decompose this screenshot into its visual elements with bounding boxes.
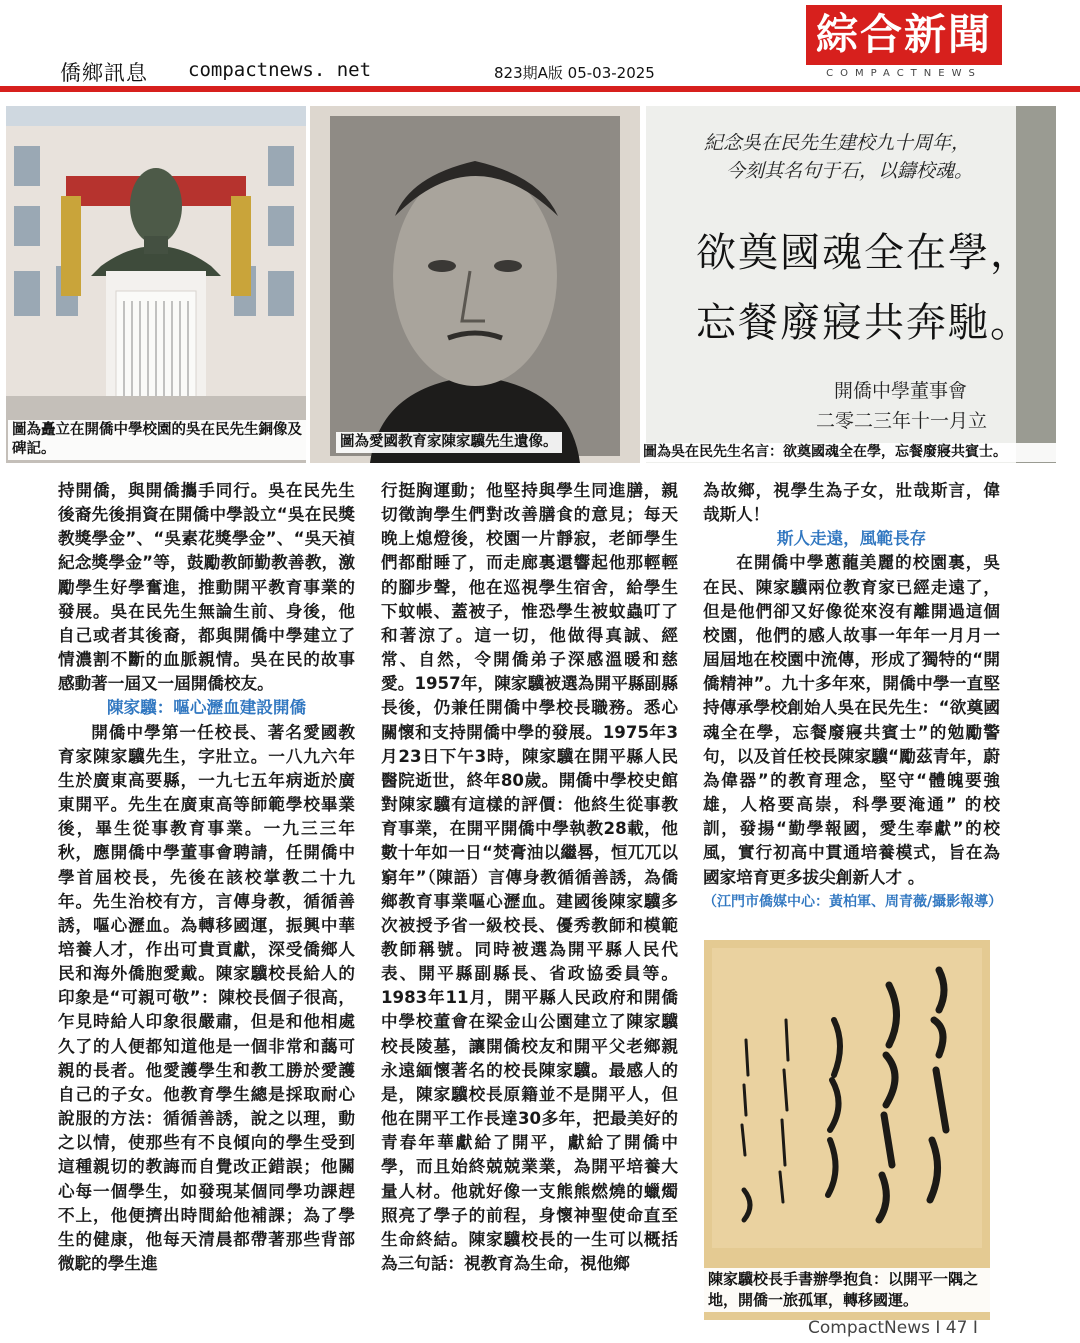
statue-illustration (6, 106, 306, 463)
plaque-sign-1: 開僑中學董事會 (834, 380, 968, 402)
page-footer: CompactNews I 47 I (808, 1318, 978, 1338)
photo-statue (6, 106, 306, 463)
paragraph: 為故鄉，視學生為子女，壯哉斯言，偉哉斯人！ (703, 481, 1000, 525)
site-url: compactnews. net (188, 59, 372, 81)
photo-plaque (646, 106, 1056, 463)
section-title: 僑鄉訊息 (60, 61, 148, 85)
plaque-line-big-2: 忘餐廢寢共奔馳。 (696, 300, 1032, 346)
calligraphy-illustration (704, 940, 990, 1320)
subheading: 陳家驥：嘔心瀝血建設開僑 (106, 698, 307, 718)
plaque-line-top-2: 今刻其名句于石，以鑄校魂。 (726, 160, 974, 182)
article-column-2 (381, 479, 678, 1276)
photo-caption-statue: 圖為矗立在開僑中學校園的吳在民先生銅像及碑記。 (8, 420, 308, 460)
paragraph: 開僑中學第一任校長、著名愛國教育家陳家驥先生，字壯立。一八九六年生於廣東高要縣，一九七五年病逝於廣東開平。先生在廣東高等師範學校畢業後，畢生從事教育事業。一九三三年秋，應開僑中學董事會聘請，任開僑中學首屆校長，先後在該校掌教二十九年。先生治校有方，言傳身教，循循善誘，嘔心瀝血。為轉移國運，振興中華培養人才，作出可貴貢獻，深受僑鄉人民和海外僑胞愛戴。陳家驥校長給人的印象是“可親可敬”：陳校長個子很高，乍見時給人印象很嚴肅，但是和他相處久了的人便都知道他是一個非常和藹可親的長者。他愛護學生和教工勝於愛護自己的子女。他教育學生總是採取耐心說服的方法：循循善誘，說之以理，動之以情，使那些有不良傾向的學生受到這種親切的教誨而自覺改正錯誤；他關心每一個學生，如發現某個同學功課趕不上，他便擠出時間給他補課；為了學生的健康，他每天清晨都帶著那些背部微駝的學生進 (58, 722, 355, 1273)
issue-info: 823期A版 05-03-2025 (494, 64, 655, 82)
photo-credit: （江門市僑媒中心：黃柏軍、周青薇/攝影報導） (703, 893, 1003, 910)
photo-caption-calligraphy: 陳家驥校長手書辦學抱負：以開平一隅之地，開僑一旅孤軍，轉移國運。 (704, 1268, 990, 1312)
photo-calligraphy (704, 940, 990, 1320)
subheading: 斯人走遠，風範長存 (776, 529, 927, 549)
plaque-line-top-1: 紀念吳在民先生建校九十周年， (704, 132, 971, 154)
article-column-3 (703, 479, 1003, 914)
plaque-sign-2: 二零二三年十一月立 (816, 410, 988, 432)
photo-portrait (310, 106, 640, 463)
photo-caption-plaque: 圖為吳在民先生名言：欲奠國魂全在學，忘餐廢寢共賓士。 (641, 443, 1069, 462)
photo-caption-portrait: 圖為愛國教育家陳家驥先生遺像。 (336, 432, 562, 453)
brand-subtitle: COMPACTNEWS (826, 68, 982, 79)
paragraph: 持開僑，與開僑攜手同行。吳在民先生後裔先後捐資在開僑中學設立“吳在民獎教獎學金”、“吳素花獎學金”、“吳天禎紀念獎學金”等，鼓勵教師勤教善教，激勵學生好學奮進，推動開平教育事業的發展。吳在民先生無論生前、身後，他自己或者其後裔，都與開僑中學建立了情濃割不斷的血脈親情。吳在民的故事感動著一屆又一屆開僑校友。 (58, 481, 355, 694)
article-column-1 (58, 479, 355, 1276)
plaque-line-big-1: 欲奠國魂全在學， (696, 230, 1032, 276)
paragraph: 行挺胸運動；他堅持與學生同進膳，親切徵詢學生們對改善膳食的意見；每天晚上熄燈後，校園一片靜寂，老師學生們都酣睡了，而走廊裏還響起他那輕輕的腳步聲，他在巡視學生宿舍，給學生下蚊帳、蓋被子，惟恐學生被蚊蟲叮了和著涼了。這一切，他做得真誠、經常、自然，令開僑弟子深感溫暖和慈愛。1957年，陳家驥被選為開平縣副縣長後，仍兼任開僑中學校長職務。悉心關懷和支持開僑中學的發展。1975年3月23日下午3時，陳家驥在開平縣人民醫院逝世，終年80歲。開僑中學校史館對陳家驥有這樣的評價：他終生從事教育事業，在開平開僑中學執教28載，他數十年如一日“焚膏油以繼晷，恒兀兀以窮年”（陳語）言傳身教循循善誘，為僑鄉教育事業嘔心瀝血。建國後陳家驥多次被授予省一級校長、優秀教師和模範教師稱號。同時被選為開平縣人民代表、開平縣副縣長、省政協委員等。1983年11月，開平縣人民政府和開僑中學校董會在梁金山公園建立了陳家驥校長陵墓，讓開僑校友和開平父老鄉親永遠緬懷著名的校長陳家驥。最感人的是，陳家驥校長原籍並不是開平人，但他在開平工作長達30多年，把最美好的青春年華獻給了開平，獻給了開僑中學，而且始終兢兢業業，為開平培養大量人材。他就好像一支熊熊燃燒的蠟燭照亮了學子的前程，身懷神聖使命直至生命終結。陳家驥校長的一生可以概括為三句話：視教育為生命，視他鄉 (381, 481, 678, 1273)
paragraph: 在開僑中學蔥蘢美麗的校園裏，吳在民、陳家驥兩位教育家已經走遠了，但是他們卻又好像從來沒有離開過這個校園，他們的感人故事一年年一月月一屆屆地在校園中流傳，形成了獨特的“開僑精神”。九十多年來，開僑中學一直堅持傳承學校創始人吳在民先生：“欲奠國魂全在學，忘餐廢寢共賓士”的勉勵警句，以及首任校長陳家驥“勵茲青年，蔚為偉器”的教育理念，堅守“體魄要強雄，人格要高崇，科學要淹通” 的校訓，發揚“勤學報國，愛生奉獻”的校風，實行初高中貫通培養模式，旨在為國家培育更多拔尖創新人才 。 (703, 553, 1000, 887)
header-rule (0, 86, 1080, 92)
brand-logo: 綜合新聞 (806, 5, 1002, 65)
portrait-illustration (310, 106, 640, 463)
